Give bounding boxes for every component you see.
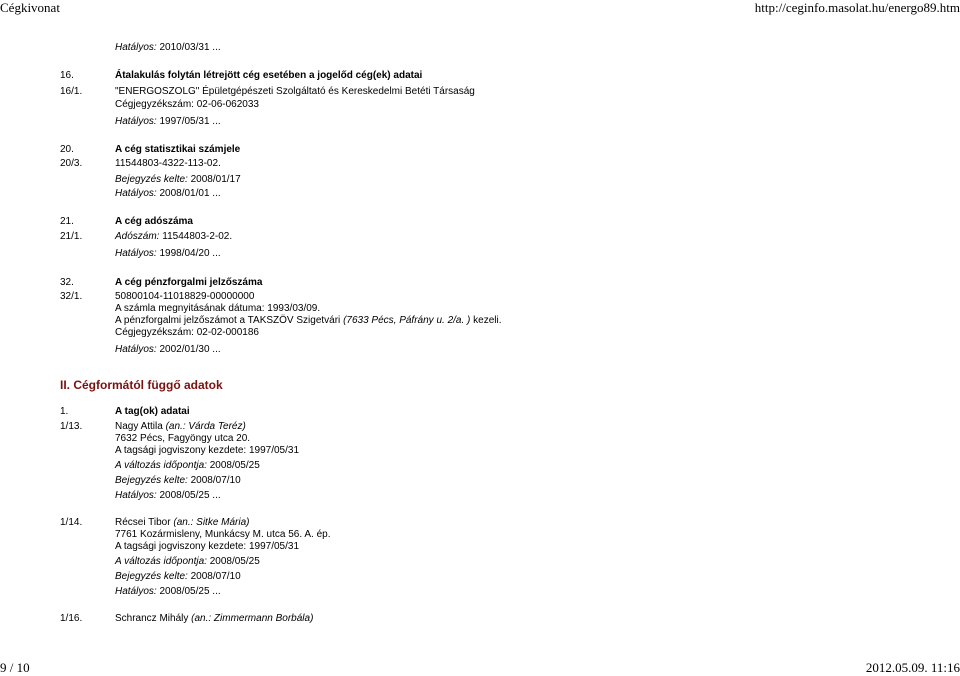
member-16-number: 1/16. [60, 613, 83, 624]
account-bank-line: A pénzforgalmi jelzőszámot a TAKSZÖV Szigetvári (7633 Pécs, Páfrány u. 2/a. ) kezeli. [115, 315, 502, 326]
section-21-sub-number: 21/1. [60, 231, 83, 242]
member-14-change: A változás időpontja: 2008/05/25 [115, 556, 260, 567]
member-14-number: 1/14. [60, 517, 83, 528]
header-title: Cégkivonat [0, 0, 60, 15]
section-16-number: 16. [60, 70, 74, 81]
statistical-number: 11544803-4322-113-02. [115, 158, 221, 169]
section-32-valid: Hatályos: 2002/01/30 ... [115, 344, 221, 355]
section-16-title: Átalakulás folytán létrejött cég esetében a jogelőd cég(ek) adatai [115, 70, 423, 81]
member-14-address: 7761 Kozármisleny, Munkácsy M. utca 56. A. ép. [115, 529, 331, 540]
section-16-sub-number: 16/1. [60, 86, 83, 97]
account-opened-date: A számla megnyitásának dátuma: 1993/03/09. [115, 303, 321, 314]
section-21-number: 21. [60, 216, 74, 227]
top-valid-row: Hatályos: 2010/03/31 ... [115, 42, 221, 53]
print-datetime: 2012.05.09. 11:16 [865, 660, 960, 675]
member-13-registered: Bejegyzés kelte: 2008/07/10 [115, 475, 241, 486]
member-14-name: Récsei Tibor (an.: Sitke Mária) [115, 517, 250, 528]
bank-registry-number: Cégjegyzékszám: 02-02-000186 [115, 327, 259, 338]
section-20-title: A cég statisztikai számjele [115, 144, 241, 155]
member-14-valid: Hatályos: 2008/05/25 ... [115, 586, 221, 597]
section-20-number: 20. [60, 144, 74, 155]
member-13-number: 1/13. [60, 421, 83, 432]
member-13-name: Nagy Attila (an.: Várda Teréz) [115, 421, 246, 432]
section-21-valid: Hatályos: 1998/04/20 ... [115, 248, 221, 259]
section-20-registered: Bejegyzés kelte: 2008/01/17 [115, 174, 241, 185]
section-20-valid: Hatályos: 2008/01/01 ... [115, 188, 221, 199]
section-20-sub-number: 20/3. [60, 158, 83, 169]
member-16-name: Schrancz Mihály (an.: Zimmermann Borbála) [115, 613, 314, 624]
section-21-title: A cég adószáma [115, 216, 193, 227]
predecessor-name: "ENERGOSZOLG" Épületgépészeti Szolgáltató és Kereskedelmi Betéti Társaság [115, 86, 475, 97]
predecessor-registry-number: Cégjegyzékszám: 02-06-062033 [115, 99, 259, 110]
section-1-number: 1. [60, 406, 69, 417]
member-13-start: A tagsági jogviszony kezdete: 1997/05/31 [115, 445, 300, 456]
member-14-registered: Bejegyzés kelte: 2008/07/10 [115, 571, 241, 582]
tax-number: Adószám: 11544803-2-02. [115, 231, 233, 242]
page-footer [0, 660, 960, 674]
bank-account-number: 50800104-11018829-00000000 [115, 291, 255, 302]
section-32-number: 32. [60, 277, 74, 288]
section-32-title: A cég pénzforgalmi jelzőszáma [115, 277, 263, 288]
member-13-change: A változás időpontja: 2008/05/25 [115, 460, 260, 471]
page-counter: 9 / 10 [0, 660, 30, 675]
section-32-sub-number: 32/1. [60, 291, 83, 302]
section-ii-heading: II. Cégformától függő adatok [60, 378, 223, 392]
header-url[interactable]: http://ceginfo.masolat.hu/energo89.htm [754, 0, 960, 15]
section-1-title: A tag(ok) adatai [115, 406, 190, 417]
member-13-address: 7632 Pécs, Fagyöngy utca 20. [115, 433, 251, 444]
member-14-start: A tagsági jogviszony kezdete: 1997/05/31 [115, 541, 300, 552]
section-16-valid: Hatályos: 1997/05/31 ... [115, 116, 221, 127]
member-13-valid: Hatályos: 2008/05/25 ... [115, 490, 221, 501]
